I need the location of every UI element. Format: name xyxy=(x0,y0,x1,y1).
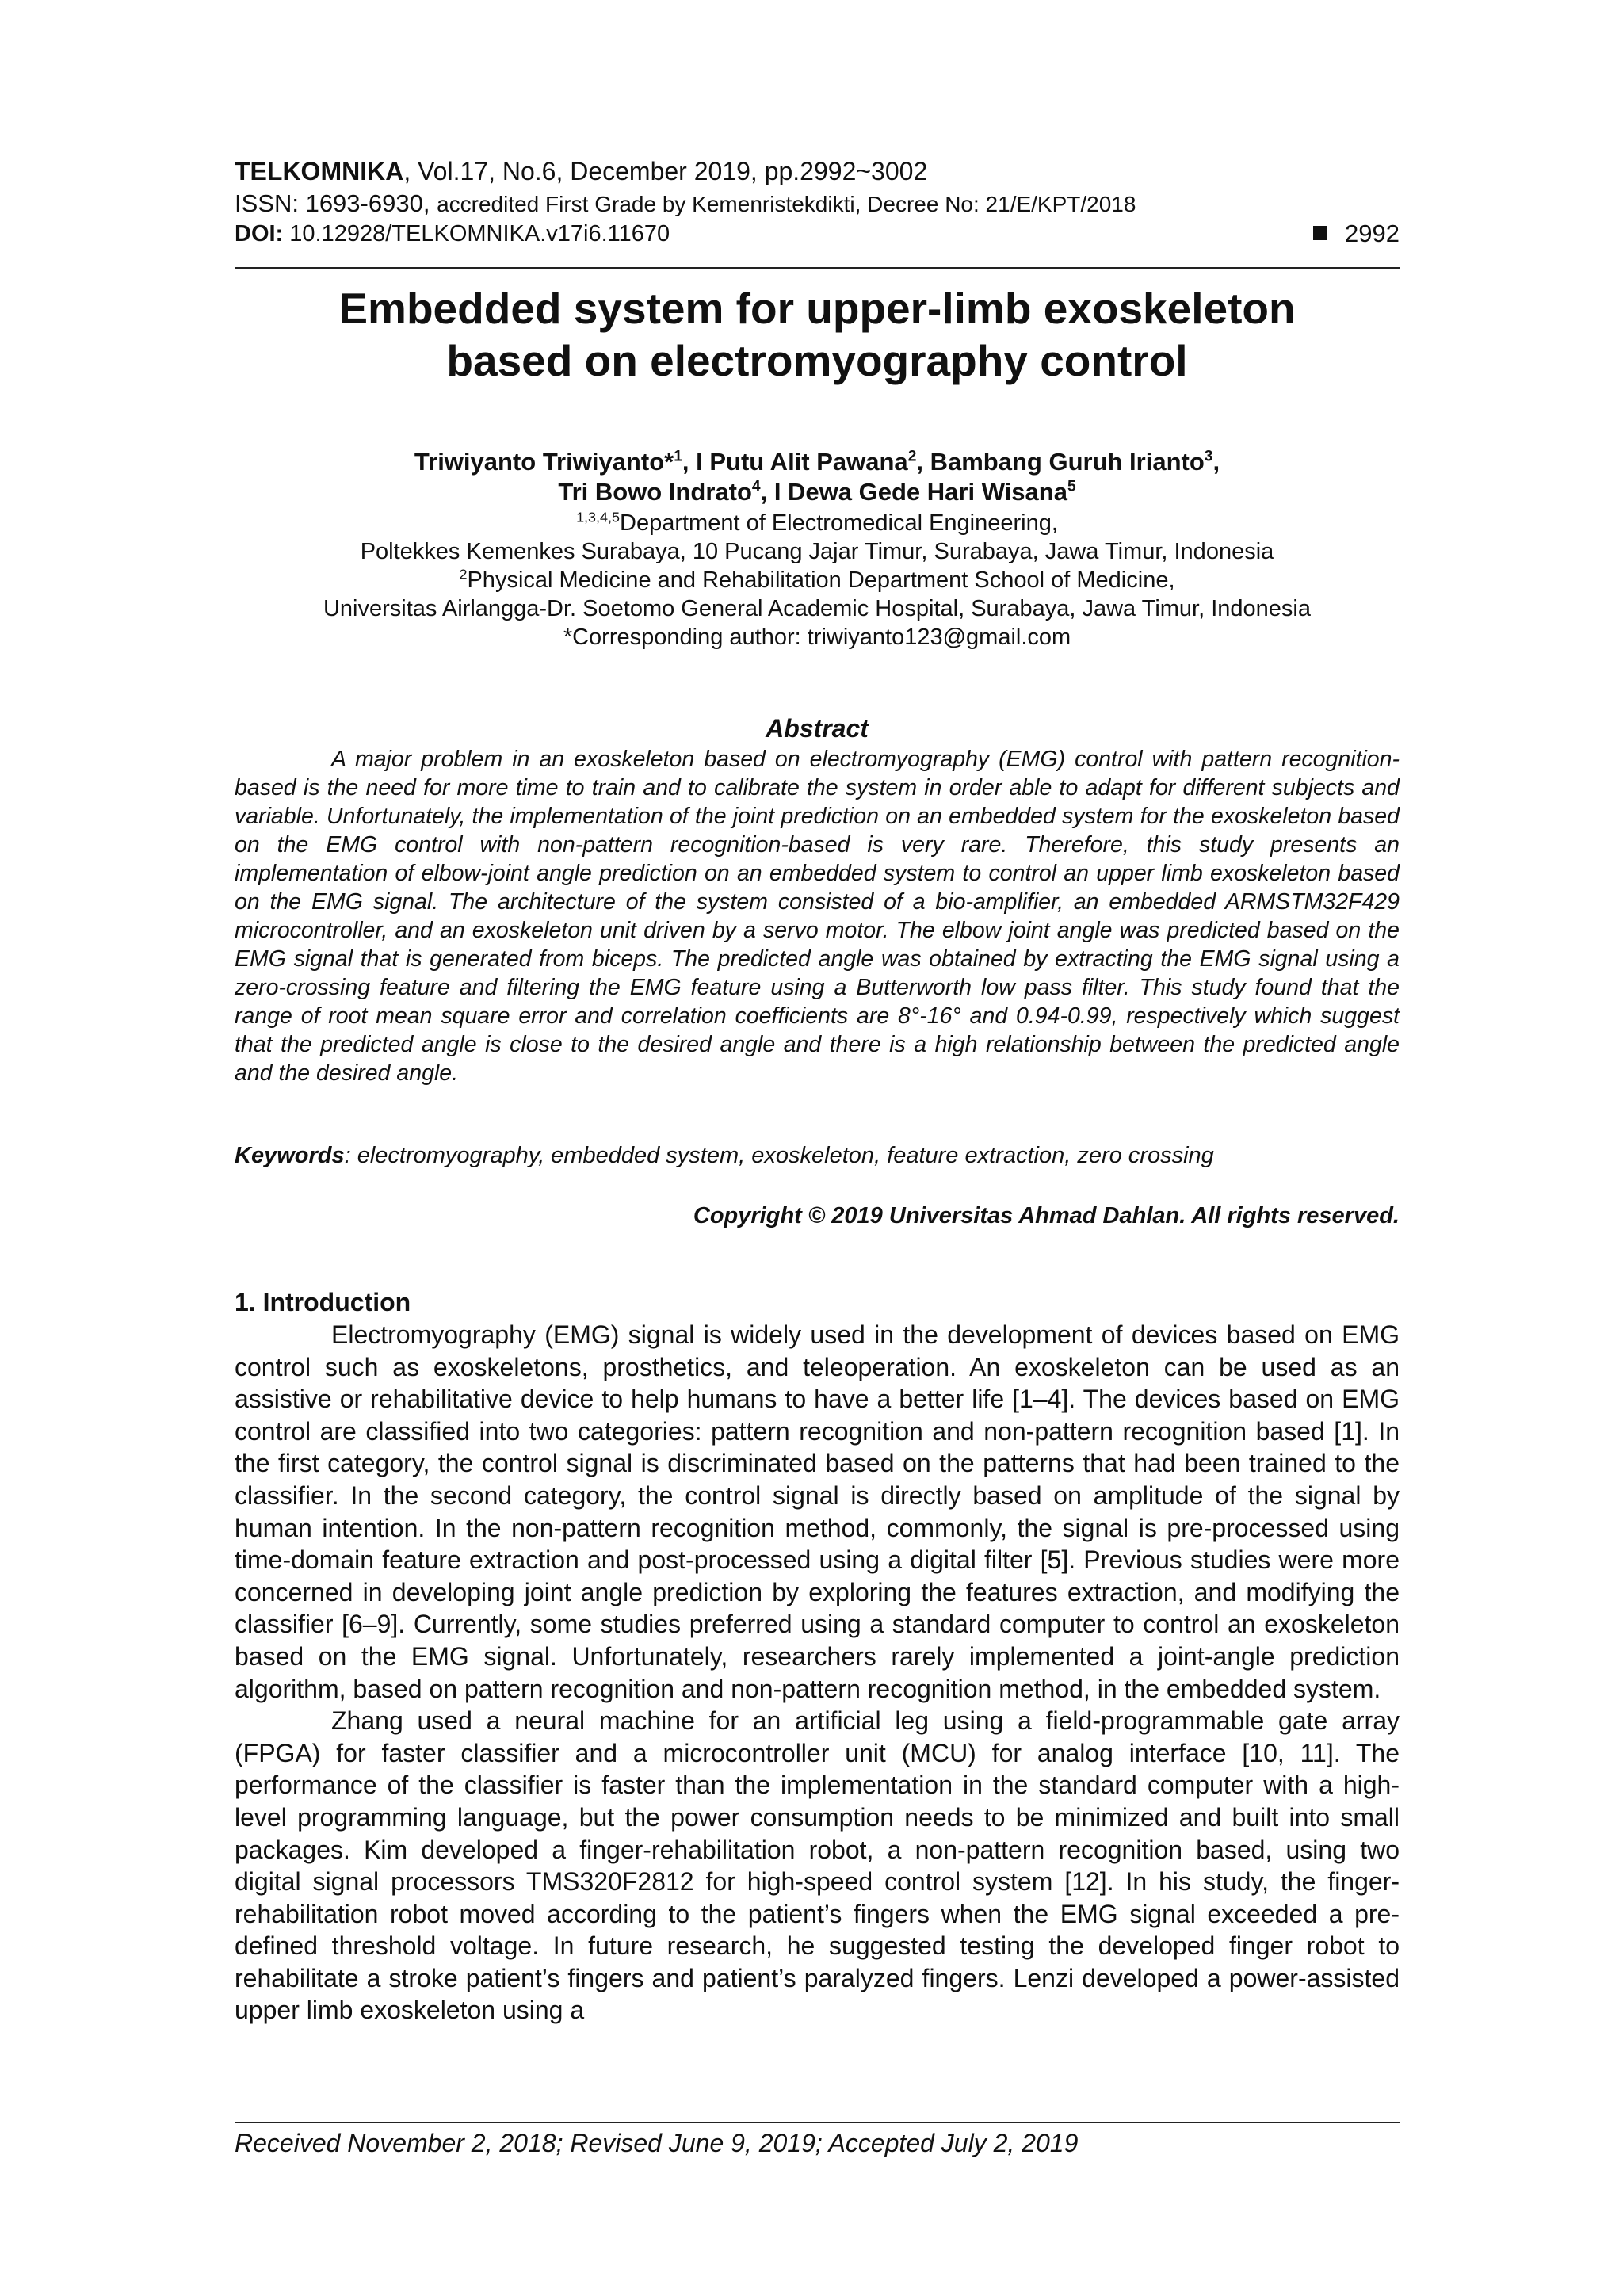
keywords-line xyxy=(235,1141,1400,1170)
doi-link[interactable]: 10.12928/TELKOMNIKA.v17i6.11670 xyxy=(289,221,670,246)
author-name: , I Putu Alit Pawana xyxy=(682,448,908,476)
received-dates: Received November 2, 2018; Revised June 9, 2019; Accepted July 2, 2019 xyxy=(235,2129,1079,2157)
author-name: , I Dewa Gede Hari Wisana xyxy=(760,478,1067,506)
square-bullet-icon xyxy=(1313,226,1327,240)
author-sup: 4 xyxy=(751,478,761,495)
affiliation-1-line-2: Poltekkes Kemenkes Surabaya, 10 Pucang Jajar Timur, Surabaya, Jawa Timur, Indonesia xyxy=(360,539,1274,564)
journal-volume: , Vol.17, No.6, December 2019, pp.2992~3002 xyxy=(403,157,928,185)
issn-line xyxy=(235,189,1400,220)
affiliation-text: Department of Electromedical Engineering, xyxy=(620,510,1058,536)
author-line-2 xyxy=(235,477,1400,507)
author-sup: 1 xyxy=(674,448,682,465)
abstract-text: A major problem in an exoskeleton based on electromyography (EMG) control with pattern recognition-based is the need for more time to train and to calibrate the system in order able to adapt for different subjects and variable. Unfortunately, the implementation of the joint prediction on an embedded system for the exoskeleton based on the EMG control with non-pattern recognition-based is very rare. Therefore, this study presents an implementation of elbow-joint angle prediction on an embedded system to control an upper limb exoskeleton based on the EMG signal. The architecture of the system consisted of a bio-amplifier, an embedded ARMSTM32F429 microcontroller, and an exoskeleton unit driven by a servo motor. The elbow joint angle was predicted based on the EMG signal that is generated from biceps. The predicted angle was obtained by extracting the EMG signal using a zero-crossing feature and filtering the EMG feature using a Butterworth low pass filter. This study found that the range of root mean square error and correlation coefficients are 8°-16° and 0.94-0.99, respectively which suggest that the predicted angle is close to the desired angle and there is a high relationship between the predicted angle and the desired angle. xyxy=(235,747,1400,1086)
affiliations xyxy=(235,509,1400,651)
paper-title xyxy=(235,282,1400,387)
header-rule xyxy=(235,267,1400,269)
author-name: , Bambang Guruh Irianto xyxy=(916,448,1205,476)
introduction-body xyxy=(235,1319,1400,2027)
author-list xyxy=(235,447,1400,507)
copyright-notice: Copyright © 2019 Universitas Ahmad Dahlan. All rights reserved. xyxy=(693,1203,1400,1228)
journal-name: TELKOMNIKA xyxy=(235,157,404,185)
keywords-text: : electromyography, embedded system, exoskeleton, feature extraction, zero crossing xyxy=(344,1143,1214,1168)
author-line-1 xyxy=(235,447,1400,477)
abstract-heading: Abstract xyxy=(766,714,869,743)
doi-label: DOI: xyxy=(235,221,290,246)
paragraph: Electromyography (EMG) signal is widely used in the development of devices based on EMG control such as exoskeletons, prosthetics, and teleoperation. An exoskeleton can be used as an assistive or rehabilitative device to help humans to have a better life [1–4]. The devices based on EMG control are classified into two categories: pattern recognition and non-pattern recognition based [1]. In the first category, the control signal is discriminated based on the patterns that had been trained to the classifier. In the second category, the control signal is directly based on amplitude of the signal by human intention. In the non-pattern recognition method, commonly, the signal is pre-processed using time-domain feature extraction and post-processed using a digital filter [5]. Previous studies were more concerned in developing joint angle prediction by exploring the features extraction, and modifying the classifier [6–9]. Currently, some studies preferred using a standard computer to control an exoskeleton based on the EMG signal. Unfortunately, researchers rarely implemented a joint-angle prediction algorithm, based on pattern recognition and non-pattern recognition method, in the embedded system. xyxy=(235,1320,1400,1703)
corresponding-author: *Corresponding author: triwiyanto123@gmail.com xyxy=(563,625,1071,650)
author-name: Tri Bowo Indrato xyxy=(558,478,752,506)
keywords-label: Keywords xyxy=(235,1143,345,1168)
issn-label: ISSN: 1693-6930, xyxy=(235,189,437,217)
affiliation-sup: 1,3,4,5 xyxy=(576,509,621,525)
author-name: Triwiyanto Triwiyanto* xyxy=(414,448,674,476)
title-line-2: based on electromyography control xyxy=(446,336,1188,385)
page-number-value: 2992 xyxy=(1345,220,1400,247)
paragraph: Zhang used a neural machine for an artificial leg using a field-programmable gate array (FPGA) for faster classifier and a microcontroller unit (MCU) for analog interface [10, 11]. The performance of the classifier is faster than the implementation in the standard computer with a high-level programming language, but the power consumption needs to be minimized and built into small packages. Kim developed a finger-rehabilitation robot, a non-pattern recognition based, using two digital signal processors TMS320F2812 for high-speed control system [12]. In his study, the finger-rehabilitation robot moved according to the patient’s fingers when the EMG signal exceeded a pre-defined threshold voltage. In future research, he suggested testing the developed finger robot to rehabilitate a stroke patient’s fingers and patient’s paralyzed fingers. Lenzi developed a power-assisted upper limb exoskeleton using a xyxy=(235,1706,1400,2025)
affiliation-2-line-1 xyxy=(235,566,1400,594)
accreditation-text: accredited First Grade by Kemenristekdikti, Decree No: 21/E/KPT/2018 xyxy=(437,192,1136,216)
author-sup: 5 xyxy=(1067,478,1076,495)
journal-citation xyxy=(235,155,1400,187)
footer-rule xyxy=(235,2122,1400,2123)
affiliation-2-line-2: Universitas Airlangga-Dr. Soetomo General Academic Hospital, Surabaya, Jawa Timur, Indonesia xyxy=(323,596,1311,621)
affiliation-1-line-1 xyxy=(235,509,1400,537)
page-number xyxy=(1313,219,1400,249)
affiliation-text: Physical Medicine and Rehabilitation Department School of Medicine, xyxy=(467,567,1175,593)
section-heading-introduction: 1. Introduction xyxy=(235,1288,411,1316)
doi-line xyxy=(235,219,1400,249)
author-sup: 2 xyxy=(907,448,917,465)
title-line-1: Embedded system for upper-limb exoskeleton xyxy=(338,284,1296,333)
affiliation-sup: 2 xyxy=(459,566,468,583)
author-separator: , xyxy=(1212,448,1220,476)
author-sup: 3 xyxy=(1204,448,1213,465)
